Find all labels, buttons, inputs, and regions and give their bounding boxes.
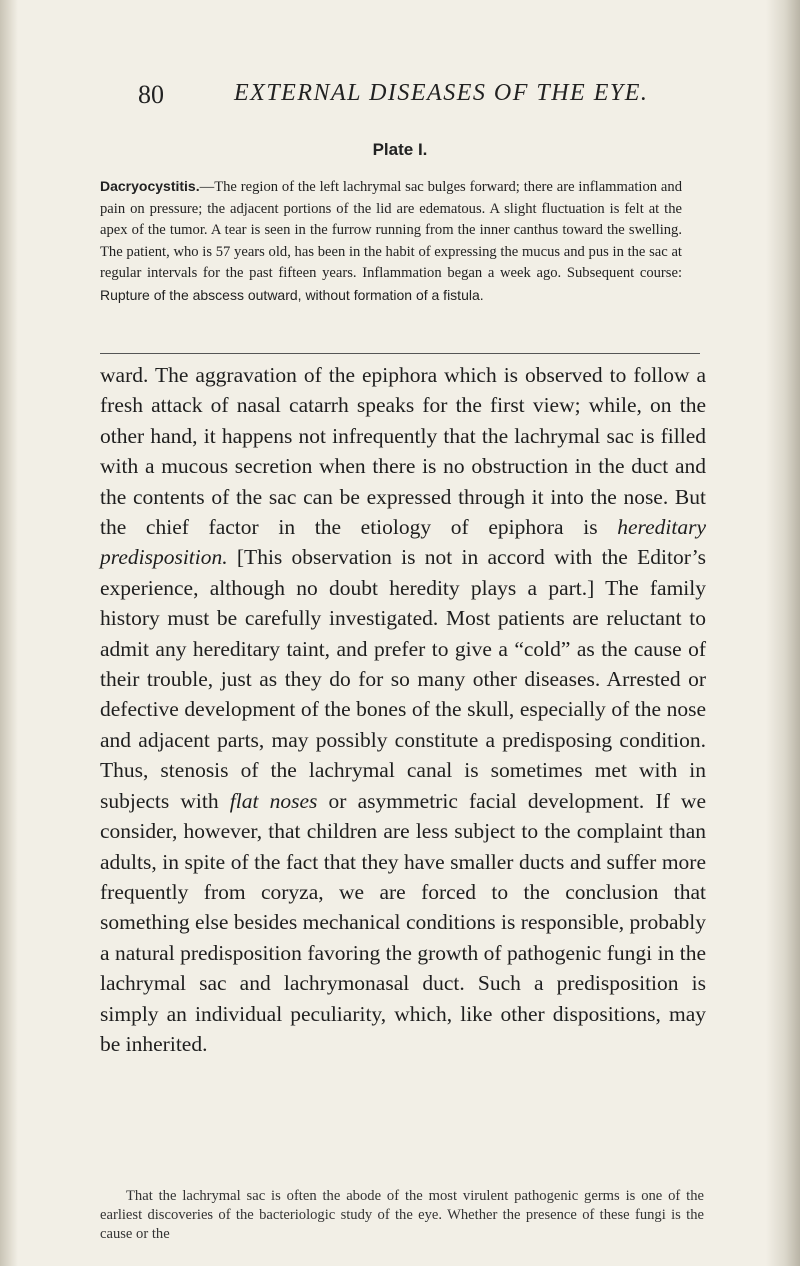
caption-divider — [100, 353, 700, 354]
body-text-part-1: ward. The aggravation of the epiphora which is observed to follow a fresh attack of nasal catarrh speaks for the first view; while, on the other hand, it happens not infrequently that the lachrymal sac is filled with a mucous secretion when there is no obstruction in the duct and the contents of the sac can be expressed through it into the nose. But the chief factor in the etiology of epiphora is — [100, 363, 706, 540]
body-italic-hereditary: hereditary predisposition. — [100, 515, 706, 570]
body-text-part-2: [This observation is not in accord with the Editor’s experience, although no doubt heredity plays a part.] The family history must be carefully investigated. Most patients are reluctant to admit any hereditary taint, and prefer to give a “cold” as the cause of their trouble, just as they do for so many other diseases. Arrested or defective development of the bones of the skull, especially of the nose and adjacent parts, may possibly constitute a predisposing condition. Thus, stenosis of the lachrymal canal is sometimes met with in subjects with — [100, 545, 706, 813]
page-edge-shadow — [766, 0, 800, 1266]
caption-text: —The region of the left lachrymal sac bulges forward; there are inflammation and pain on pressure; the adjacent portions of the lid are edematous. A slight fluctuation is felt at the apex of the tumor. A tear is seen in the furrow running from the inner canthus toward the swelling. The patient, who is 57 years old, has been in the habit of expressing the mucus and pus in the sac at regular intervals for the past fifteen years. Inflammation began a week ago. Subsequent course: — [100, 179, 682, 281]
body-italic-flat-noses: flat noses — [229, 788, 318, 813]
running-head — [138, 80, 698, 114]
footnote: That the lachrymal sac is often the abode of the most virulent pathogenic germs is one of the earliest discoveries of the bacteriologic study of the eye. Whether the presence of these fungi is the cause or the — [100, 1188, 704, 1242]
body-text — [100, 360, 706, 1059]
page-number: 80 — [138, 80, 164, 109]
plate-caption — [100, 176, 682, 307]
body-paragraph — [100, 360, 706, 1059]
caption-course: Rupture of the abscess outward, without formation of a fistula. — [100, 286, 484, 303]
body-text-part-3: or asymmetric facial development. If we consider, however, that children are less subject to the complaint than adults, in spite of the fact that they have smaller ducts and suffer more frequently from coryza, we are forced to the conclusion that something else besides mechanical conditions is responsible, probably a natural predisposition favoring the growth of pathogenic fungi in the lachrymal sac and lachrymonasal duct. Such a predisposition is simply an individual peculiarity, which, like other dispositions, may be inherited. — [100, 788, 706, 1056]
running-title: EXTERNAL DISEASES OF THE EYE. — [234, 80, 649, 106]
caption-lead: Dacryocystitis. — [100, 178, 200, 194]
binding-edge — [0, 0, 18, 1266]
plate-title: Plate I. — [372, 140, 428, 159]
